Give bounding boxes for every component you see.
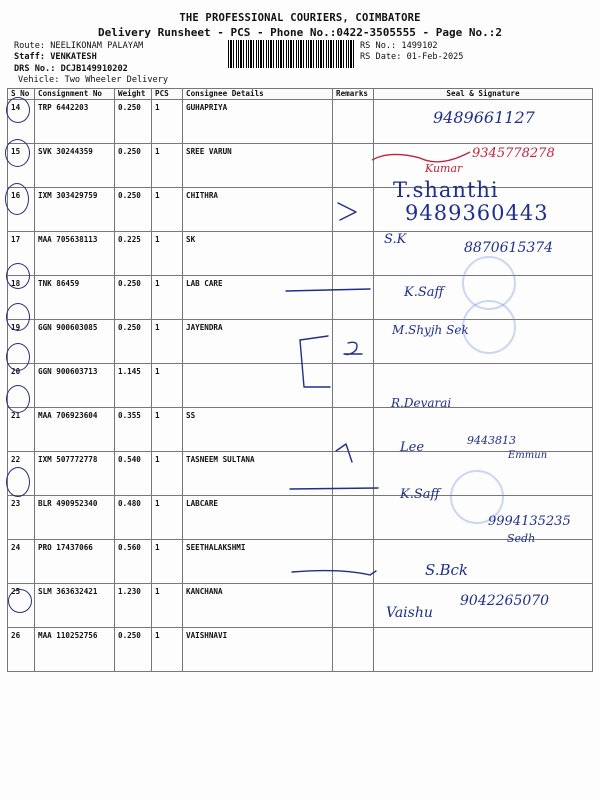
cell-pcs: 1 — [152, 320, 183, 364]
cell-pcs: 1 — [152, 540, 183, 584]
cell-consignment: SVK 30244359 — [35, 144, 115, 188]
cell-consignee: KANCHANA — [183, 584, 333, 628]
handwritten-phone: 9489661127 — [433, 108, 535, 127]
table-row — [8, 144, 593, 188]
cell-sno: 26 — [8, 628, 35, 672]
handwritten-phone: 8870615374 — [464, 240, 554, 256]
handwritten-name: Kumar — [425, 162, 463, 175]
table-row — [8, 364, 593, 408]
cell-weight: 0.250 — [115, 144, 152, 188]
rs-number: RS No.: 1499102 — [360, 41, 438, 51]
cell-signature — [374, 276, 593, 320]
cell-sno: 15 — [8, 144, 35, 188]
table-row — [8, 584, 593, 628]
cell-signature — [374, 320, 593, 364]
cell-sno: 14 — [8, 100, 35, 144]
cell-remarks — [333, 584, 374, 628]
cell-pcs: 1 — [152, 408, 183, 452]
cell-sno: 17 — [8, 232, 35, 276]
cell-consignment: GGN 900603085 — [35, 320, 115, 364]
cell-sno: 22 — [8, 452, 35, 496]
cell-sno: 19 — [8, 320, 35, 364]
cell-weight: 0.225 — [115, 232, 152, 276]
cell-consignee: GUHAPRIYA — [183, 100, 333, 144]
cell-consignment: SLM 363632421 — [35, 584, 115, 628]
runsheet-rows — [8, 100, 593, 672]
cell-pcs: 1 — [152, 100, 183, 144]
cell-sno: 25 — [8, 584, 35, 628]
table-row — [8, 232, 593, 276]
cell-weight: 0.250 — [115, 276, 152, 320]
cell-signature — [374, 364, 593, 408]
table-row — [8, 628, 593, 672]
col-header-consignment: Consignment No — [35, 89, 115, 100]
cell-weight: 0.480 — [115, 496, 152, 540]
cell-pcs: 1 — [152, 496, 183, 540]
table-row — [8, 188, 593, 232]
rs-date: RS Date: 01-Feb-2025 — [360, 52, 464, 62]
cell-signature — [374, 452, 593, 496]
handwritten-signature: M.Shyjh Sek — [392, 323, 469, 337]
handwritten-signature: Vaishu — [386, 605, 433, 621]
cell-consignment: TNK 86459 — [35, 276, 115, 320]
handwritten-signature: S.Bck — [425, 561, 469, 579]
cell-pcs: 1 — [152, 452, 183, 496]
table-row — [8, 408, 593, 452]
runsheet-subtitle: Delivery Runsheet - PCS - Phone No.:0422-3505555 - Page No.:2 — [98, 26, 502, 39]
cell-consignee: LABCARE — [183, 496, 333, 540]
cell-pcs: 1 — [152, 188, 183, 232]
handwritten-signature: Lee — [400, 440, 425, 455]
cell-remarks — [333, 496, 374, 540]
cell-pcs: 1 — [152, 276, 183, 320]
table-row — [8, 452, 593, 496]
handwritten-phone: 9345778278 — [472, 146, 555, 161]
table-row — [8, 320, 593, 364]
runsheet-table — [7, 88, 593, 672]
cell-consignee: SK — [183, 232, 333, 276]
cell-sno: 21 — [8, 408, 35, 452]
cell-consignee: VAISHNAVI — [183, 628, 333, 672]
cell-consignee — [183, 364, 333, 408]
handwritten-phone: 9489360443 — [405, 201, 549, 225]
cell-pcs: 1 — [152, 364, 183, 408]
handwritten-note: Emmun — [508, 450, 548, 461]
cell-remarks — [333, 276, 374, 320]
handwritten-signature: K.Saff — [404, 285, 444, 300]
cell-remarks — [333, 232, 374, 276]
cell-consignment: BLR 490952340 — [35, 496, 115, 540]
cell-consignee: SREE VARUN — [183, 144, 333, 188]
cell-consignee: SEETHALAKSHMI — [183, 540, 333, 584]
cell-weight: 0.250 — [115, 188, 152, 232]
cell-pcs: 1 — [152, 628, 183, 672]
cell-signature — [374, 540, 593, 584]
handwritten-name: T.shanthi — [393, 178, 499, 202]
handwritten-signature: Sedh — [507, 532, 536, 545]
cell-remarks — [333, 188, 374, 232]
cell-signature — [374, 408, 593, 452]
company-title: THE PROFESSIONAL COURIERS, COIMBATORE — [179, 12, 421, 24]
table-row — [8, 276, 593, 320]
vehicle-label: Vehicle: Two Wheeler Delivery — [18, 75, 169, 85]
cell-weight: 0.250 — [115, 320, 152, 364]
col-header-consignee: Consignee Details — [183, 89, 333, 100]
cell-sno: 20 — [8, 364, 35, 408]
staff-label: Staff: VENKATESH — [14, 52, 97, 62]
handwritten-phone: 9994135235 — [488, 514, 571, 529]
col-header-signature: Seal & Signature — [374, 89, 593, 100]
handwritten-signature: R.Devarai — [391, 396, 452, 410]
cell-pcs: 1 — [152, 584, 183, 628]
table-row — [8, 100, 593, 144]
drs-number: DRS No.: DCJB149910202 — [14, 64, 128, 74]
cell-consignment: GGN 900603713 — [35, 364, 115, 408]
cell-sno: 16 — [8, 188, 35, 232]
handwritten-phone: 9042265070 — [460, 593, 550, 609]
cell-remarks — [333, 408, 374, 452]
cell-weight: 1.145 — [115, 364, 152, 408]
cell-signature — [374, 584, 593, 628]
table-header-row — [8, 89, 593, 100]
cell-consignment: IXM 507772778 — [35, 452, 115, 496]
cell-consignment: MAA 705638113 — [35, 232, 115, 276]
cell-weight: 0.540 — [115, 452, 152, 496]
cell-signature — [374, 144, 593, 188]
cell-consignee: SS — [183, 408, 333, 452]
cell-remarks — [333, 452, 374, 496]
cell-signature — [374, 232, 593, 276]
cell-weight: 0.355 — [115, 408, 152, 452]
cell-consignment: MAA 706923604 — [35, 408, 115, 452]
cell-weight: 0.250 — [115, 100, 152, 144]
cell-remarks — [333, 540, 374, 584]
cell-remarks — [333, 144, 374, 188]
handwritten-signature: K.Saff — [400, 487, 440, 502]
cell-remarks — [333, 320, 374, 364]
cell-consignee: LAB CARE — [183, 276, 333, 320]
handwritten-phone: 9443813 — [467, 434, 516, 447]
cell-weight: 0.250 — [115, 628, 152, 672]
cell-consignee: TASNEEM SULTANA — [183, 452, 333, 496]
cell-signature — [374, 496, 593, 540]
cell-signature — [374, 628, 593, 672]
cell-remarks — [333, 100, 374, 144]
cell-remarks — [333, 628, 374, 672]
cell-sno: 23 — [8, 496, 35, 540]
col-header-pcs: PCS — [152, 89, 183, 100]
cell-weight: 0.560 — [115, 540, 152, 584]
cell-signature — [374, 100, 593, 144]
cell-sno: 24 — [8, 540, 35, 584]
cell-sno: 18 — [8, 276, 35, 320]
col-header-remarks: Remarks — [333, 89, 374, 100]
cell-consignment: MAA 110252756 — [35, 628, 115, 672]
cell-consignment: PRO 17437066 — [35, 540, 115, 584]
cell-consignment: TRP 6442203 — [35, 100, 115, 144]
col-header-weight: Weight — [115, 89, 152, 100]
cell-consignee: CHITHRA — [183, 188, 333, 232]
handwritten-signature: S.K — [384, 232, 407, 247]
table-row — [8, 496, 593, 540]
route-label: Route: NEELIKONAM PALAYAM — [14, 41, 144, 51]
cell-weight: 1.230 — [115, 584, 152, 628]
cell-pcs: 1 — [152, 144, 183, 188]
cell-consignee: JAYENDRA — [183, 320, 333, 364]
cell-consignment: IXM 303429759 — [35, 188, 115, 232]
cell-pcs: 1 — [152, 232, 183, 276]
table-row — [8, 540, 593, 584]
cell-signature — [374, 188, 593, 232]
barcode — [228, 40, 354, 68]
cell-remarks — [333, 364, 374, 408]
col-header-sno: S No — [8, 89, 35, 100]
